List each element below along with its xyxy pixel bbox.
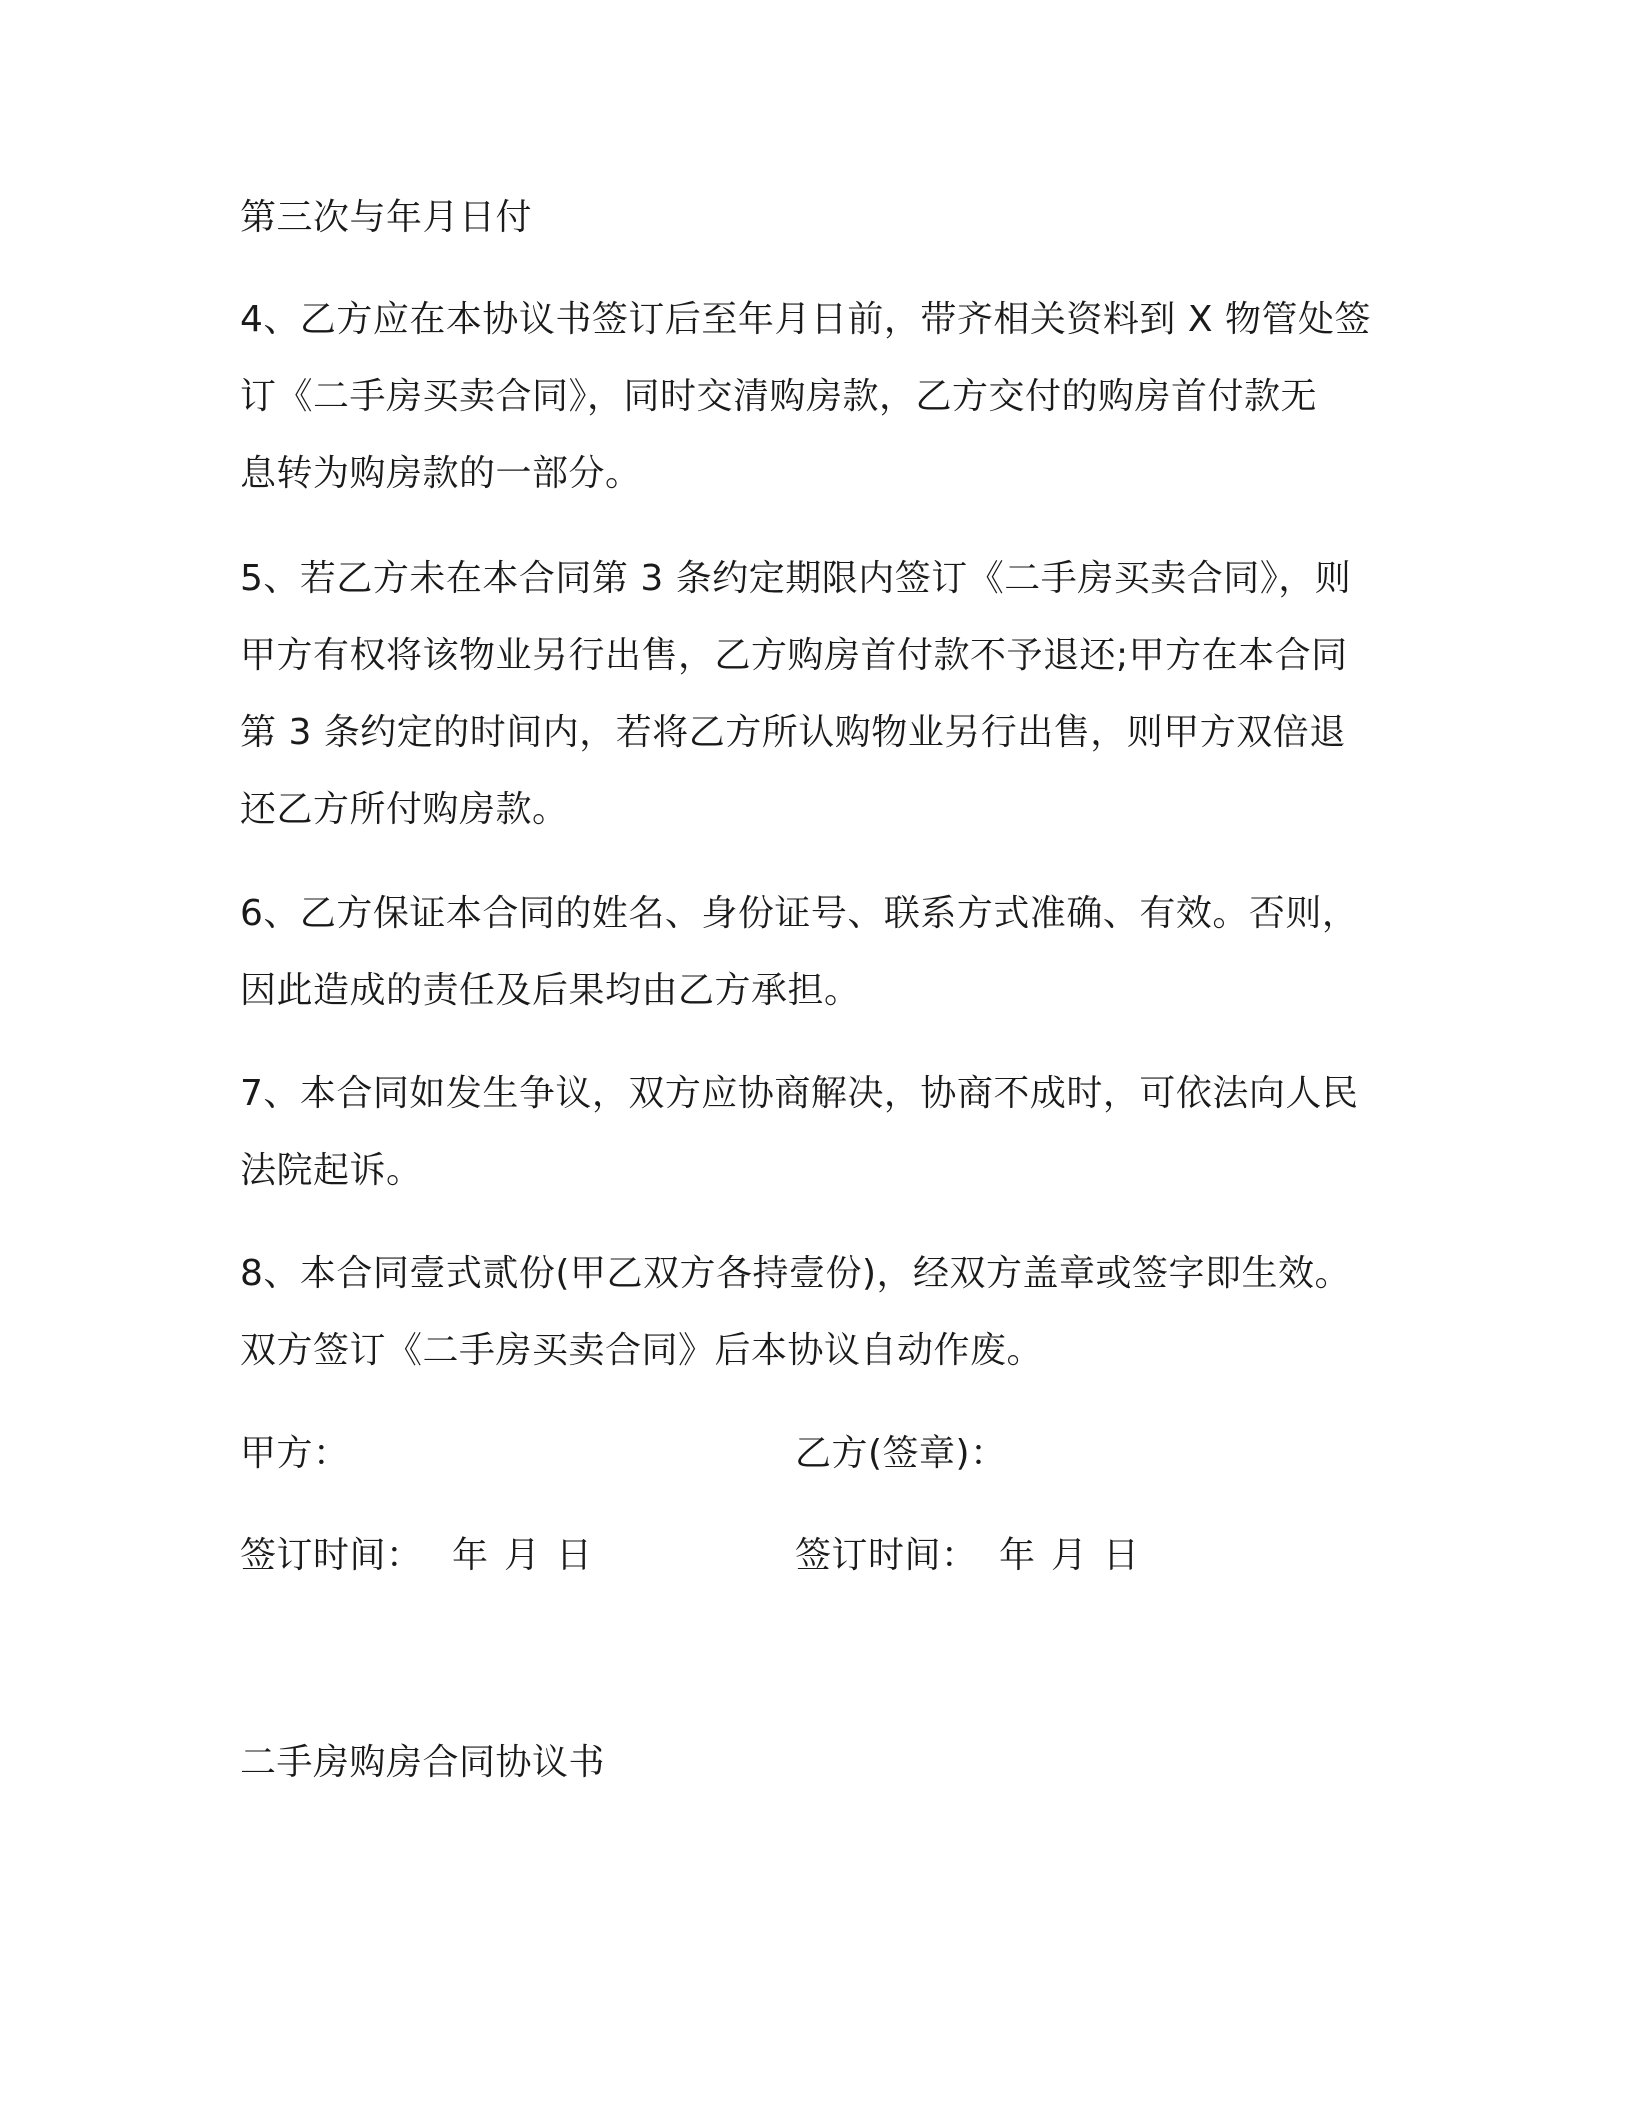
sign-date-a-year: 年 xyxy=(452,1535,489,1576)
sign-date-b-month: 月 xyxy=(1051,1535,1088,1576)
sign-time-label-b: 签订时间： xyxy=(795,1535,978,1576)
party-b-label: 乙方(签章)： xyxy=(795,1433,1007,1474)
clause-4-line-1: 4、乙方应在本协议书签订后至年月日前，带齐相关资料到 X 物管处签 xyxy=(240,299,1371,340)
clause-7-line-2: 法院起诉。 xyxy=(240,1150,423,1191)
sign-date-b xyxy=(999,1535,1140,1576)
clause-4-line-3: 息转为购房款的一部分。 xyxy=(240,453,642,494)
sign-time-label-a: 签订时间： xyxy=(240,1535,423,1576)
party-a-label: 甲方： xyxy=(240,1433,350,1474)
clause-6-line-1: 6、乙方保证本合同的姓名、身份证号、联系方式准确、有效。否则， xyxy=(240,893,1359,934)
intro-line: 第三次与年月日付 xyxy=(240,197,533,238)
clause-6-line-2: 因此造成的责任及后果均由乙方承担。 xyxy=(240,970,861,1011)
next-document-title: 二手房购房合同协议书 xyxy=(240,1742,606,1783)
clause-8-line-1: 8、本合同壹式贰份(甲乙双方各持壹份)，经双方盖章或签字即生效。 xyxy=(240,1253,1351,1294)
sign-date-a xyxy=(452,1535,593,1576)
clause-5-line-1: 5、若乙方未在本合同第 3 条约定期限内签订《二手房买卖合同》，则 xyxy=(240,558,1352,599)
clause-5-line-3: 第 3 条约定的时间内，若将乙方所认购物业另行出售，则甲方双倍退 xyxy=(240,712,1346,753)
clause-4-line-2: 订《二手房买卖合同》，同时交清购房款，乙方交付的购房首付款无 xyxy=(240,376,1318,417)
clause-7-line-1: 7、本合同如发生争议，双方应协商解决，协商不成时，可依法向人民 xyxy=(240,1073,1359,1114)
clause-5-line-4: 还乙方所付购房款。 xyxy=(240,789,569,830)
sign-date-b-day: 日 xyxy=(1103,1535,1140,1576)
sign-date-a-month: 月 xyxy=(504,1535,541,1576)
clause-5-line-2: 甲方有权将该物业另行出售，乙方购房首付款不予退还;甲方在本合同 xyxy=(240,635,1348,676)
sign-date-b-year: 年 xyxy=(999,1535,1036,1576)
clause-8-line-2: 双方签订《二手房买卖合同》后本协议自动作废。 xyxy=(240,1330,1044,1371)
sign-date-a-day: 日 xyxy=(556,1535,593,1576)
